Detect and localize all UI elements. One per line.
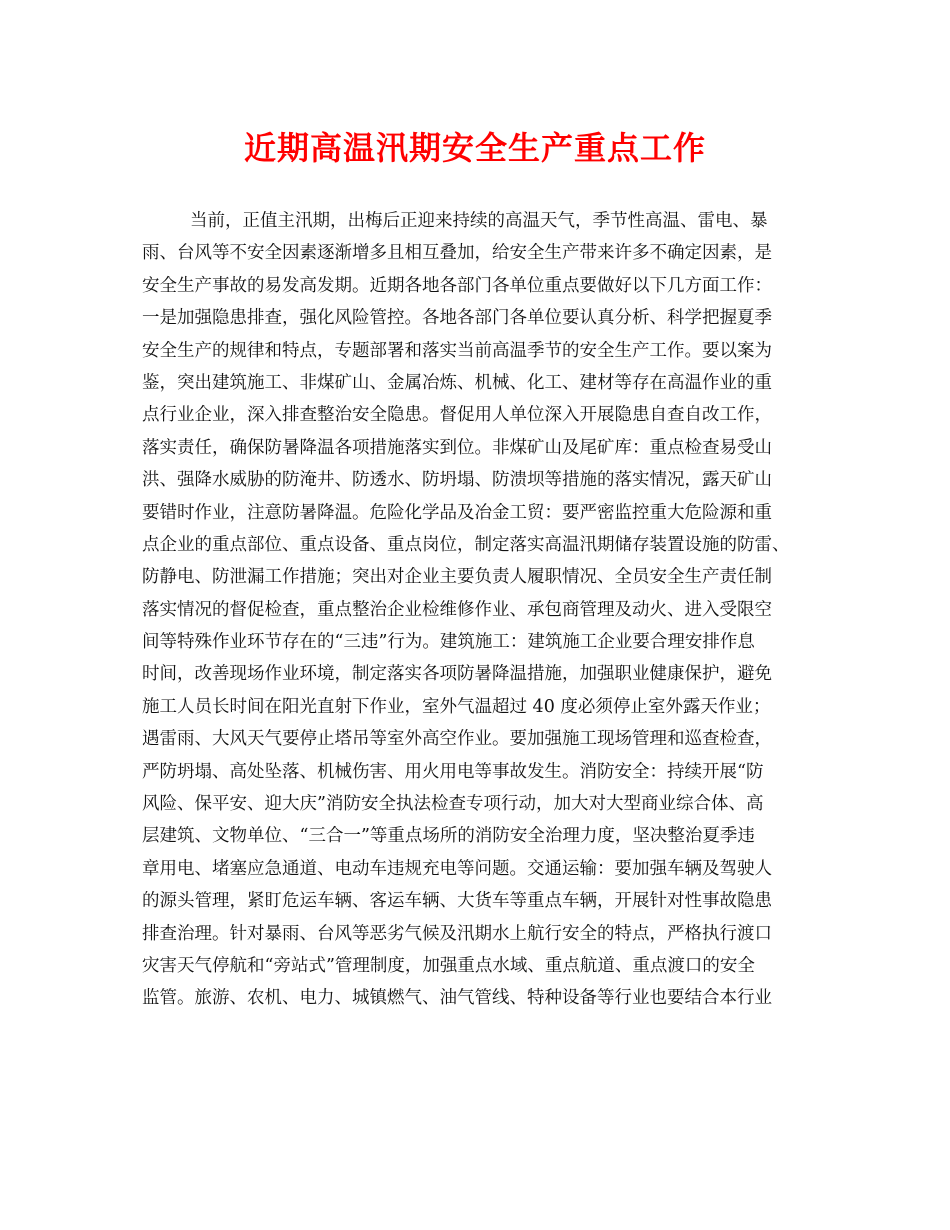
body-line: 层建筑、文物单位、“三合一”等重点场所的消防安全治理力度，坚决整治夏季违 (142, 826, 755, 847)
body-line: 点企业的重点部位、重点设备、重点岗位，制定落实高温汛期储存装置设施的防雷、 (142, 534, 790, 555)
body-line: 章用电、堵塞应急通道、电动车违规充电等问题。交通运输：要加强车辆及驾驶人 (142, 858, 772, 879)
body-line: 落实情况的督促检查，重点整治企业检维修作业、承包商管理及动火、进入受限空 (142, 599, 772, 620)
body-line: 点行业企业，深入排查整治安全隐患。督促用人单位深入开展隐患自查自改工作， (142, 405, 772, 426)
body-line: 时间，改善现场作业环境，制定落实各项防暑降温措施，加强职业健康保护，避免 (142, 664, 772, 685)
body-line: 雨、台风等不安全因素逐渐增多且相互叠加，给安全生产带来许多不确定因素，是 (142, 243, 772, 264)
document-title: 近期高温汛期安全生产重点工作 (243, 129, 706, 167)
body-line: 要错时作业，注意防暑降温。危险化学品及冶金工贸：要严密监控重大危险源和重 (142, 502, 772, 523)
body-line: 洪、强降水威胁的防淹井、防透水、防坍塌、防溃坝等措施的落实情况，露天矿山 (142, 470, 772, 491)
body-line: 间等特殊作业环节存在的“三违”行为。建筑施工：建筑施工企业要合理安排作息 (142, 632, 755, 653)
body-line: 施工人员长时间在阳光直射下作业，室外气温超过 40 度必须停止室外露天作业； (142, 696, 771, 717)
document-body (142, 205, 810, 1015)
body-line: 遇雷雨、大风天气要停止塔吊等室外高空作业。要加强施工现场管理和巡查检查， (142, 729, 772, 750)
body-line: 防静电、防泄漏工作措施；突出对企业主要负责人履职情况、全员安全生产责任制 (142, 567, 772, 588)
body-line: 安全生产的规律和特点，专题部署和落实当前高温季节的安全生产工作。要以案为 (142, 340, 772, 361)
body-line: 排查治理。针对暴雨、台风等恶劣气候及汛期水上航行安全的特点，严格执行渡口 (142, 923, 772, 944)
body-line: 落实责任，确保防暑降温各项措施落实到位。非煤矿山及尾矿库：重点检查易受山 (142, 437, 772, 458)
body-line: 鉴，突出建筑施工、非煤矿山、金属冶炼、机械、化工、建材等存在高温作业的重 (142, 372, 772, 393)
body-line: 安全生产事故的易发高发期。近期各地各部门各单位重点要做好以下几方面工作： (142, 275, 772, 296)
body-line: 灾害天气停航和“旁站式”管理制度，加强重点水域、重点航道、重点渡口的安全 (142, 955, 755, 976)
body-line: 监管。旅游、农机、电力、城镇燃气、油气管线、特种设备等行业也要结合本行业 (142, 988, 772, 1009)
body-line: 的源头管理，紧盯危运车辆、客运车辆、大货车等重点车辆，开展针对性事故隐患 (142, 891, 772, 912)
body-line: 风险、保平安、迎大庆”消防安全执法检查专项行动，加大对大型商业综合体、高 (142, 794, 764, 815)
body-line: 严防坍塌、高处坠落、机械伤害、用火用电等事故发生。消防安全：持续开展“防 (142, 761, 764, 782)
body-line: 当前，正值主汛期，出梅后正迎来持续的高温天气，季节性高温、雷电、暴 (190, 211, 768, 231)
body-line: 一是加强隐患排查，强化风险管控。各地各部门各单位要认真分析、科学把握夏季 (142, 308, 772, 329)
